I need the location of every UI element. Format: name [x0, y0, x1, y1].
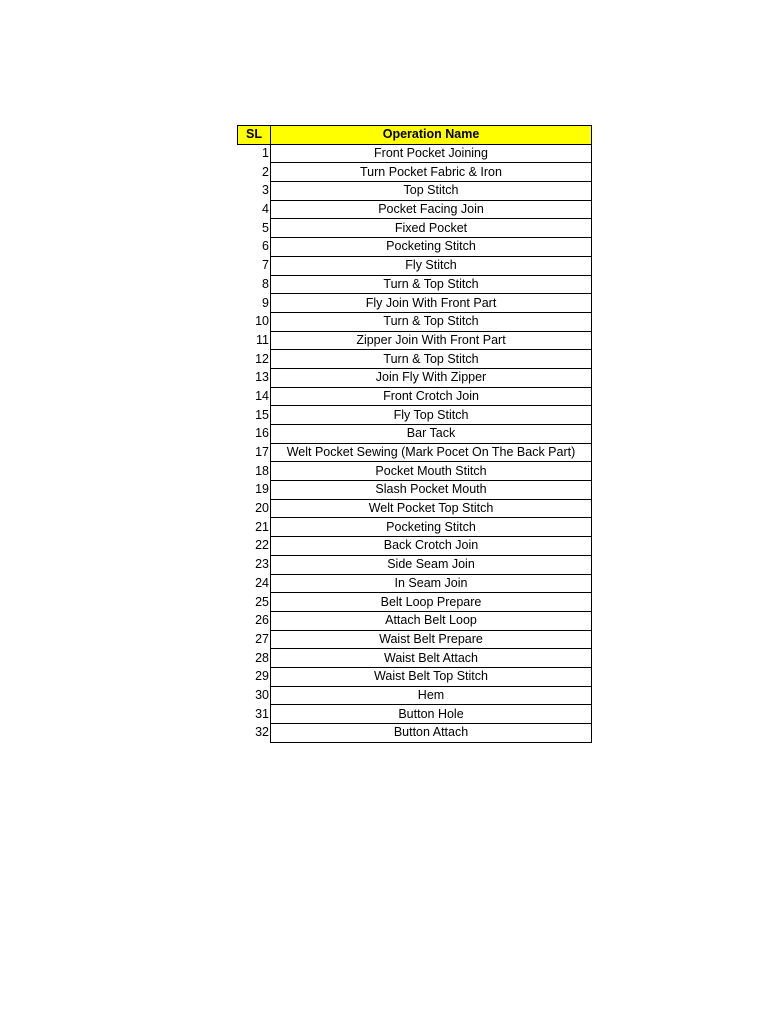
row-sl-cell: 28	[238, 649, 271, 668]
row-sl-cell: 26	[238, 611, 271, 630]
row-sl-cell: 12	[238, 350, 271, 369]
table-row	[238, 387, 592, 406]
row-operation-cell: Pocketing Stitch	[271, 238, 592, 257]
table-row	[238, 219, 592, 238]
row-operation-cell: Join Fly With Zipper	[271, 368, 592, 387]
row-operation-cell: Turn Pocket Fabric & Iron	[271, 163, 592, 182]
table-row	[238, 425, 592, 444]
table-row	[238, 182, 592, 201]
table-row	[238, 275, 592, 294]
table-row	[238, 331, 592, 350]
row-operation-cell: Fixed Pocket	[271, 219, 592, 238]
table-header	[238, 126, 592, 145]
row-operation-cell: Pocket Facing Join	[271, 200, 592, 219]
row-operation-cell: Button Hole	[271, 705, 592, 724]
row-operation-cell: Front Crotch Join	[271, 387, 592, 406]
row-sl-cell: 27	[238, 630, 271, 649]
row-sl-cell: 15	[238, 406, 271, 425]
row-sl-cell: 1	[238, 144, 271, 163]
row-operation-cell: Waist Belt Top Stitch	[271, 667, 592, 686]
table-row	[238, 611, 592, 630]
table-row	[238, 686, 592, 705]
row-operation-cell: Back Crotch Join	[271, 537, 592, 556]
row-sl-cell: 13	[238, 368, 271, 387]
row-sl-cell: 10	[238, 312, 271, 331]
row-sl-cell: 18	[238, 462, 271, 481]
row-operation-cell: Front Pocket Joining	[271, 144, 592, 163]
row-sl-cell: 30	[238, 686, 271, 705]
table-body	[238, 144, 592, 742]
header-row	[238, 126, 592, 145]
table-row	[238, 443, 592, 462]
row-sl-cell: 4	[238, 200, 271, 219]
operations-table	[237, 125, 592, 743]
row-sl-cell: 8	[238, 275, 271, 294]
row-operation-cell: Fly Join With Front Part	[271, 294, 592, 313]
row-operation-cell: Welt Pocket Sewing (Mark Pocet On The Back Part)	[271, 443, 592, 462]
row-operation-cell: Zipper Join With Front Part	[271, 331, 592, 350]
row-operation-cell: Side Seam Join	[271, 555, 592, 574]
table-row	[238, 705, 592, 724]
table-row	[238, 350, 592, 369]
row-sl-cell: 22	[238, 537, 271, 556]
row-sl-cell: 14	[238, 387, 271, 406]
row-operation-cell: Hem	[271, 686, 592, 705]
row-sl-cell: 7	[238, 256, 271, 275]
row-operation-cell: Attach Belt Loop	[271, 611, 592, 630]
table-row	[238, 724, 592, 743]
table-row	[238, 406, 592, 425]
table-row	[238, 294, 592, 313]
row-sl-cell: 29	[238, 667, 271, 686]
table-row	[238, 144, 592, 163]
row-operation-cell: Button Attach	[271, 724, 592, 743]
row-operation-cell: Welt Pocket Top Stitch	[271, 499, 592, 518]
row-sl-cell: 25	[238, 593, 271, 612]
table-row	[238, 649, 592, 668]
table-row	[238, 238, 592, 257]
row-operation-cell: Pocketing Stitch	[271, 518, 592, 537]
row-sl-cell: 19	[238, 481, 271, 500]
row-sl-cell: 17	[238, 443, 271, 462]
row-operation-cell: Pocket Mouth Stitch	[271, 462, 592, 481]
row-sl-cell: 2	[238, 163, 271, 182]
table-row	[238, 481, 592, 500]
table-row	[238, 462, 592, 481]
row-sl-cell: 5	[238, 219, 271, 238]
table-row	[238, 537, 592, 556]
table-row	[238, 499, 592, 518]
row-operation-cell: Turn & Top Stitch	[271, 350, 592, 369]
row-sl-cell: 6	[238, 238, 271, 257]
row-sl-cell: 16	[238, 425, 271, 444]
table-row	[238, 518, 592, 537]
table-row	[238, 667, 592, 686]
row-sl-cell: 31	[238, 705, 271, 724]
row-sl-cell: 32	[238, 724, 271, 743]
table-row	[238, 312, 592, 331]
row-operation-cell: Waist Belt Attach	[271, 649, 592, 668]
row-operation-cell: Top Stitch	[271, 182, 592, 201]
table-row	[238, 368, 592, 387]
table-row	[238, 574, 592, 593]
row-sl-cell: 3	[238, 182, 271, 201]
header-sl: SL	[238, 126, 271, 145]
row-operation-cell: Waist Belt Prepare	[271, 630, 592, 649]
row-sl-cell: 24	[238, 574, 271, 593]
row-sl-cell: 21	[238, 518, 271, 537]
table-row	[238, 200, 592, 219]
header-operation-name: Operation Name	[271, 126, 592, 145]
table-row	[238, 256, 592, 275]
row-operation-cell: Bar Tack	[271, 425, 592, 444]
table-row	[238, 630, 592, 649]
row-operation-cell: Turn & Top Stitch	[271, 312, 592, 331]
table-row	[238, 593, 592, 612]
row-operation-cell: In Seam Join	[271, 574, 592, 593]
row-sl-cell: 11	[238, 331, 271, 350]
table-row	[238, 555, 592, 574]
row-operation-cell: Fly Top Stitch	[271, 406, 592, 425]
row-operation-cell: Slash Pocket Mouth	[271, 481, 592, 500]
row-sl-cell: 9	[238, 294, 271, 313]
row-operation-cell: Fly Stitch	[271, 256, 592, 275]
row-operation-cell: Belt Loop Prepare	[271, 593, 592, 612]
row-sl-cell: 23	[238, 555, 271, 574]
table-row	[238, 163, 592, 182]
row-sl-cell: 20	[238, 499, 271, 518]
row-operation-cell: Turn & Top Stitch	[271, 275, 592, 294]
